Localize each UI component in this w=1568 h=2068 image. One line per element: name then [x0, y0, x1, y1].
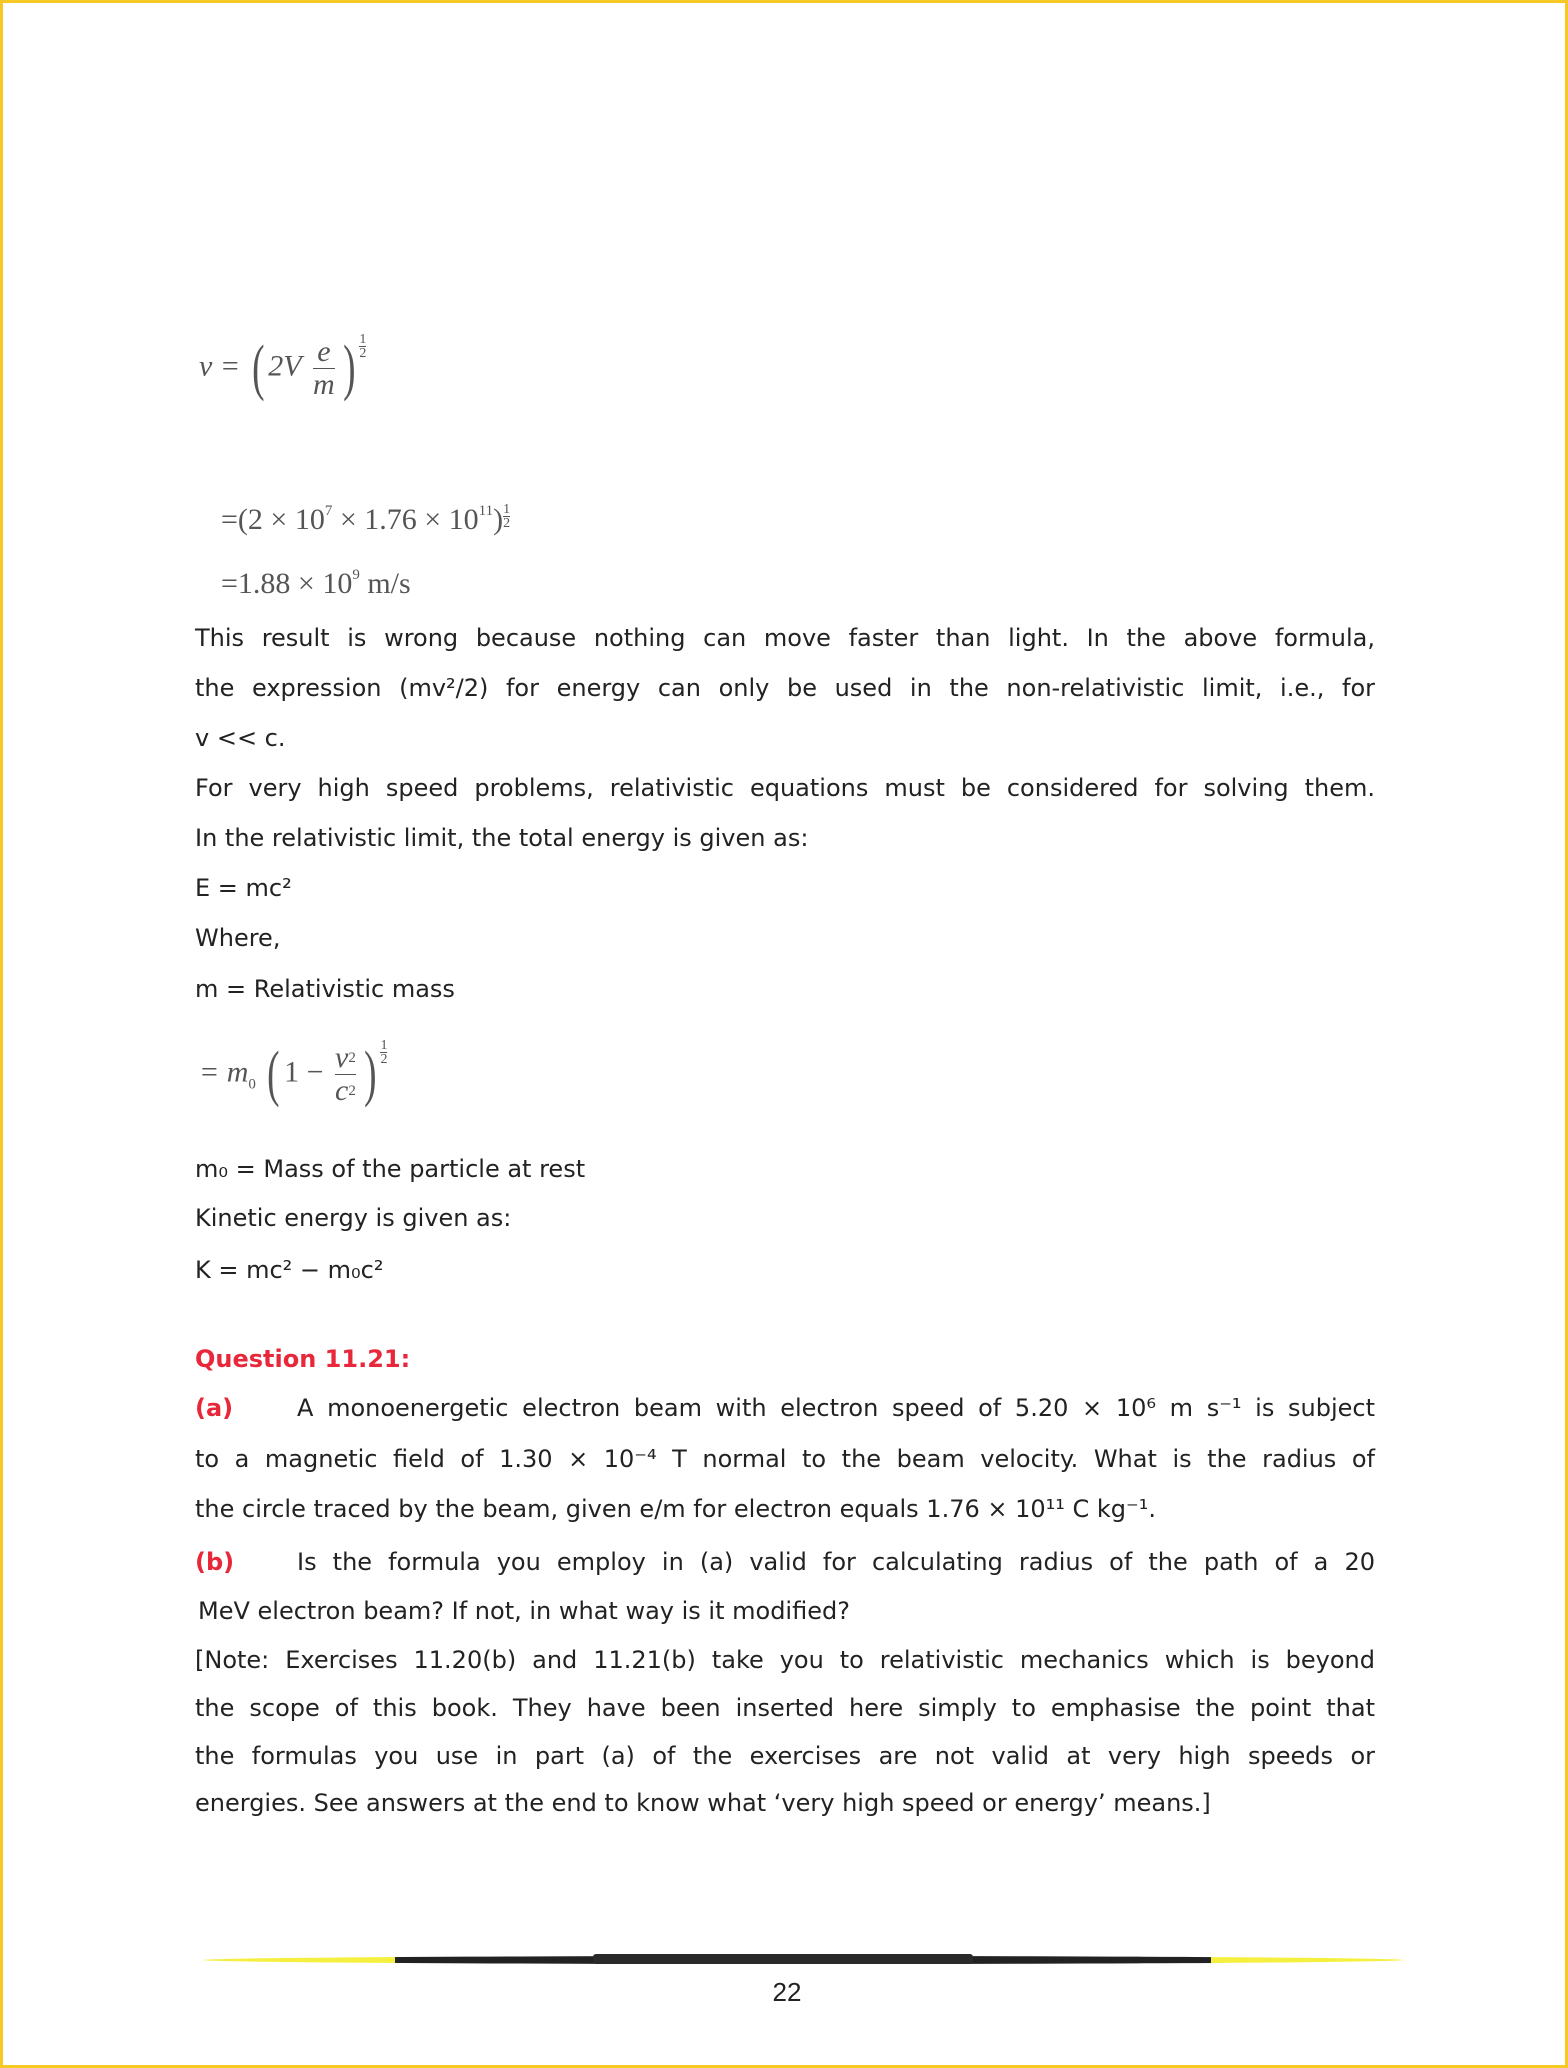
- exp-num: 1: [380, 1038, 388, 1053]
- page-number: 22: [772, 1977, 802, 2007]
- part-a-line: A monoenergetic electron beam with electron speed of 5.20 × 10⁶ m s⁻¹ is subject: [297, 1394, 1375, 1422]
- formula-unit: m/s: [359, 567, 411, 600]
- note-line: [Note: Exercises 11.20(b) and 11.21(b) take you to relativistic mechanics which is beyond: [195, 1646, 1375, 1674]
- formula-substitution: [221, 503, 510, 537]
- formula-velocity: v = ( 2V $\frac{e}{m}$ ) $\frac{1}{2}$: [199, 332, 367, 402]
- exp-den: 2: [359, 346, 367, 361]
- part-b-label: (b): [195, 1548, 235, 1576]
- formula-denominator: c: [335, 1074, 349, 1107]
- text-line: For very high speed problems, relativistic equations must be considered for solving them.: [195, 774, 1375, 802]
- formula-part: ): [493, 503, 504, 536]
- exponent: 9: [352, 567, 360, 583]
- text-line: Kinetic energy is given as:: [195, 1204, 512, 1232]
- formula-lhs: v =: [199, 349, 241, 383]
- subscript: 0: [248, 1076, 256, 1093]
- formula-part: 1 −: [284, 1055, 324, 1089]
- part-b-line: MeV electron beam? If not, in what way is it modified?: [198, 1597, 850, 1625]
- part-a-line: the circle traced by the beam, given e/m for electron equals 1.76 × 10¹¹ C kg⁻¹.: [195, 1495, 1156, 1523]
- formula-denominator: m: [313, 368, 335, 401]
- exp-den: 2: [503, 516, 511, 531]
- formula-lhs: = m: [199, 1055, 249, 1089]
- text-line: v << c.: [195, 724, 286, 752]
- text-line: m₀ = Mass of the particle at rest: [195, 1155, 586, 1183]
- exp-num: 1: [503, 502, 511, 517]
- part-a-label: (a): [195, 1394, 234, 1422]
- text-line: This result is wrong because nothing can move faster than light. In the above formula,: [195, 624, 1375, 652]
- formula-coef: 2V: [268, 349, 302, 383]
- note-line: the scope of this book. They have been inserted here simply to emphasise the point that: [195, 1694, 1375, 1722]
- text-line: the expression (mv²/2) for energy can only be used in the non-relativistic limit, i.e., for: [195, 674, 1375, 702]
- question-title: Question 11.21:: [195, 1345, 411, 1373]
- part-b-line: Is the formula you employ in (a) valid for calculating radius of the path of a 20: [297, 1548, 1375, 1576]
- equation-energy: E = mc²: [195, 874, 292, 902]
- formula-part: =(2 × 10: [221, 503, 325, 536]
- exponent: 2: [348, 1083, 356, 1099]
- formula-numerator: v: [335, 1041, 349, 1074]
- footer-divider-core: [593, 1954, 973, 1964]
- exponent: 2: [348, 1050, 356, 1066]
- part-a-line: to a magnetic field of 1.30 × 10⁻⁴ T normal to the beam velocity. What is the radius of: [195, 1445, 1375, 1473]
- formula-part: =1.88 × 10: [221, 567, 353, 600]
- text-line: Where,: [195, 924, 281, 952]
- exp-den: 2: [380, 1052, 388, 1067]
- formula-result: [221, 567, 411, 601]
- note-line: the formulas you use in part (a) of the exercises are not valid at very high speeds or: [195, 1742, 1375, 1770]
- note-line: energies. See answers at the end to know what ‘very high speed or energy’ means.]: [195, 1789, 1211, 1817]
- exp-num: 1: [359, 332, 367, 347]
- exponent: 7: [324, 503, 333, 519]
- formula-part: × 1.76 × 10: [332, 503, 479, 536]
- text-line: m = Relativistic mass: [195, 975, 455, 1003]
- text-line: In the relativistic limit, the total energy is given as:: [195, 824, 809, 852]
- exponent: 11: [478, 503, 494, 519]
- formula-relativistic-mass: = $m_0$ ( 1 − $\frac{v^2}{c^2}$ ) $\frac{1}{2}$: [199, 1038, 388, 1108]
- equation-kinetic-energy: K = mc² − m₀c²: [195, 1256, 384, 1284]
- formula-numerator: e: [317, 335, 331, 368]
